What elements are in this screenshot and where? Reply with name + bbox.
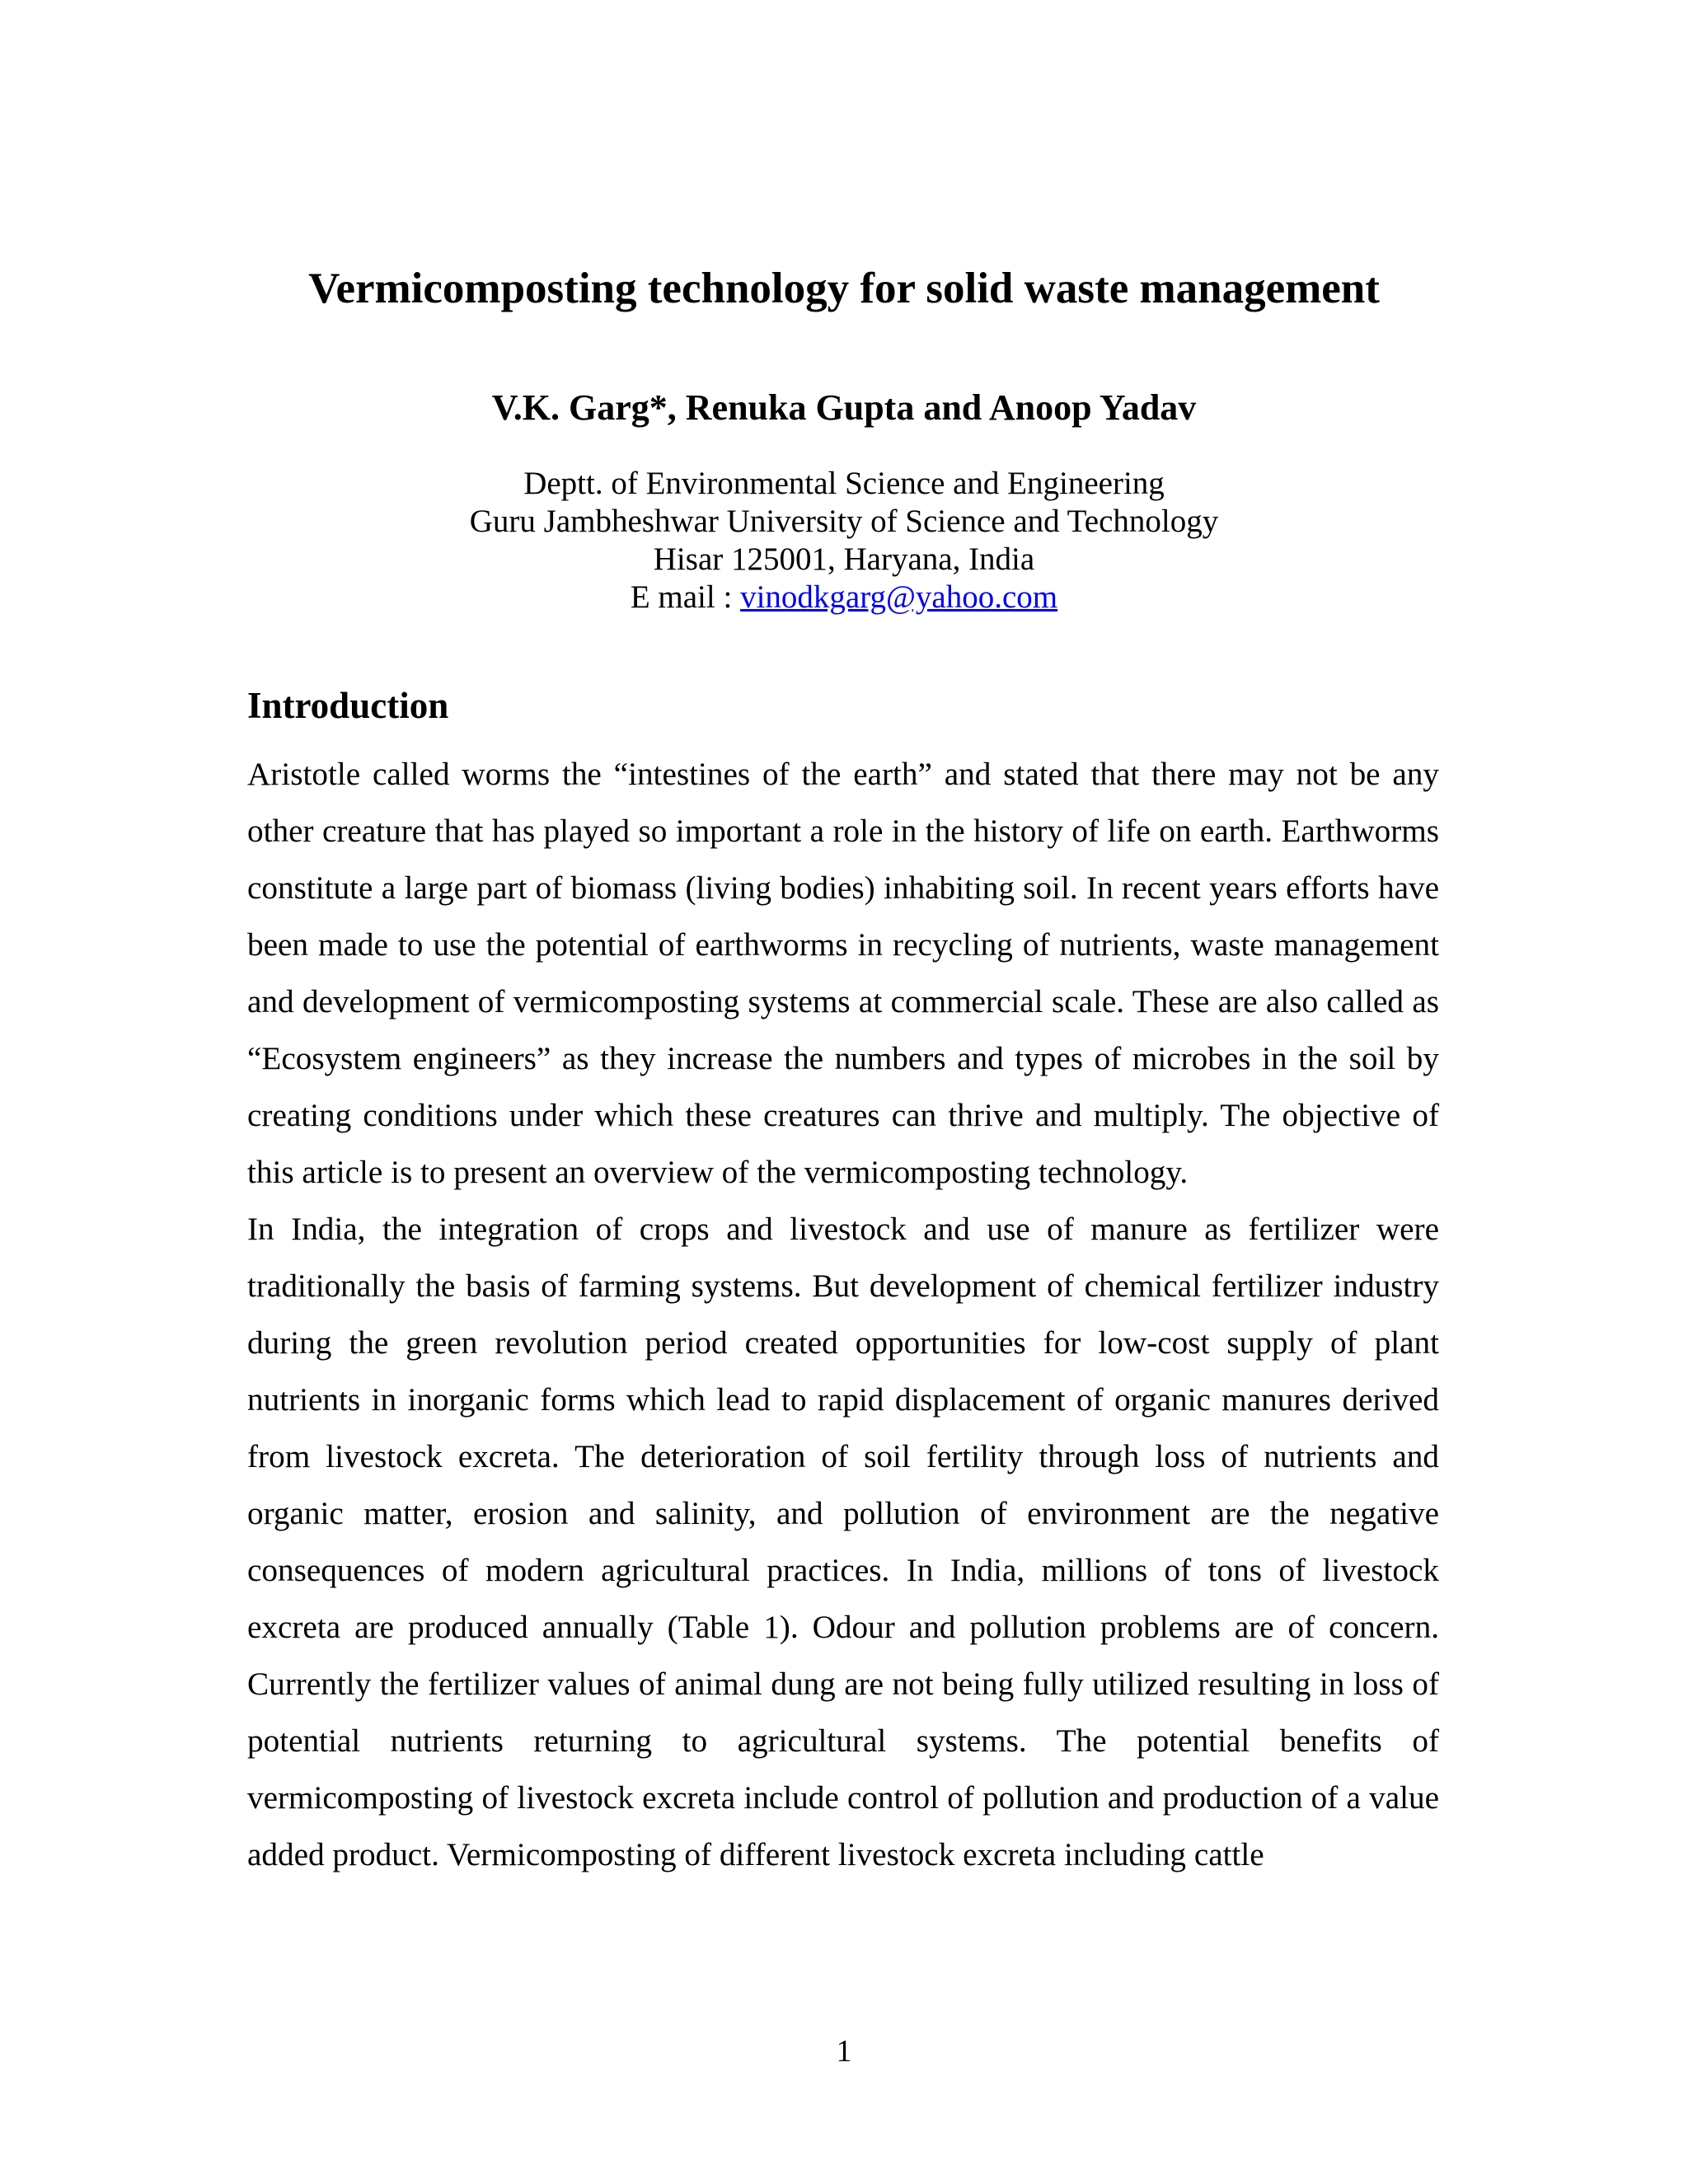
paper-title: Vermicomposting technology for solid waste management bbox=[308, 265, 1380, 312]
email-link[interactable]: vinodkgarg@yahoo.com bbox=[740, 579, 1058, 615]
paragraph-2: In India, the integration of crops and livestock and use of manure as fertilizer were traditionally the basis of farming systems. But development of chemical fertilizer industry during the green revolution period created opportunities for low-cost supply of plant nutrients in inorganic forms which lead to rapid displacement of organic manures derived from livestock excreta. The deterioration of soil fertility through loss of nutrients and organic matter, erosion and salinity, and pollution of environment are the negative consequences of modern agricultural practices. In India, millions of tons of livestock excreta are produced annually (Table 1). Odour and pollution problems are of concern. Currently the fertilizer values of animal dung are not being fully utilized resulting in loss of potential nutrients returning to agricultural systems. The potential benefits of vermicomposting of livestock excreta include control of pollution and production of a value added product. Vermicomposting of different livestock excreta including cattle bbox=[247, 1212, 1439, 1872]
body-text bbox=[247, 746, 1439, 1883]
author-list: V.K. Garg*, Renuka Gupta and Anoop Yadav bbox=[491, 387, 1197, 428]
section-heading-introduction: Introduction bbox=[247, 685, 449, 726]
paragraph-1: Aristotle called worms the “intestines of the earth” and stated that there may not be any other creature that has played so important a role in the history of life on earth. Earthworms constitute a large part of biomass (living bodies) inhabiting soil. In recent years efforts have been made to use the potential of earthworms in recycling of nutrients, waste management and development of vermicomposting systems at commercial scale. These are also called as “Ecosystem engineers” as they increase the numbers and types of microbes in the soil by creating conditions under which these creatures can thrive and multiply. The objective of this article is to present an overview of the vermicomposting technology. bbox=[247, 757, 1439, 1190]
affiliation-block bbox=[0, 465, 1688, 616]
affiliation-university: Guru Jambheshwar University of Science and Technology bbox=[469, 504, 1219, 539]
email-label: E mail : bbox=[630, 579, 741, 615]
affiliation-email-line bbox=[0, 579, 1688, 616]
page-number: 1 bbox=[836, 2034, 852, 2069]
affiliation-address: Hisar 125001, Haryana, India bbox=[653, 541, 1035, 577]
affiliation-department: Deptt. of Environmental Science and Engineering bbox=[523, 466, 1165, 501]
